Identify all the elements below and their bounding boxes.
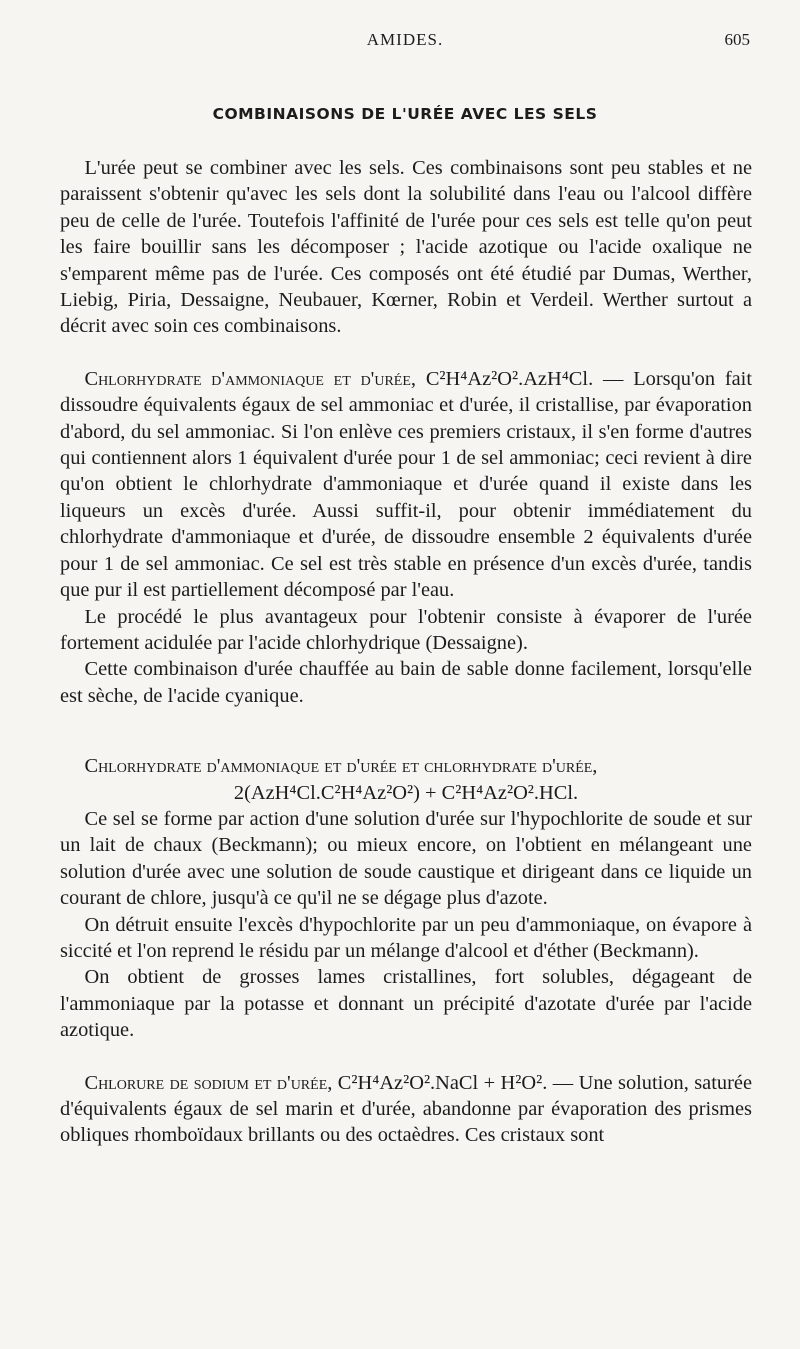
compound-title: Chlorhydrate d'ammoniaque et d'urée et chlorhydrate d'urée,	[84, 755, 598, 778]
paragraph-intro: L'urée peut se combiner avec les sels. Ces combinaisons sont peu stables et ne paraissent s'obtenir qu'avec les sels dont la solubilité dans l'eau ou l'alcool diffère peu de celle de l'urée. Toutefois l'affinité de l'urée pour ces sels est telle qu'on peut les faire bouillir sans les décomposer ; l'acide azotique ou l'acide oxalique ne s'emparent même pas de l'urée. Ces composés ont été étudié par Dumas, Werther, Liebig, Piria, Dessaigne, Neubauer, Kœrner, Robin et Verdeil. Werther surtout a décrit avec soin ces combinaisons.	[60, 157, 752, 338]
paragraph-chlorhydrate	[60, 366, 752, 604]
spacer	[60, 340, 752, 366]
paragraph-double-text: Ce sel se forme par action d'une solution d'urée sur l'hypochlorite de soude et sur un lait de chaux (Beckmann); ou mieux encore, on l'obtient en mélangeant une solution d'urée avec une solution de soude caustique et dirigeant dans ce liquide un courant de chlore, jusqu'à ce qu'il ne se dégage plus d'azote.	[60, 807, 752, 910]
paragraph-obtient: On obtient de grosses lames cristallines, fort solubles, dégageant de l'ammoniaque par la potasse et donnant un précipité d'azotate d'urée par l'acide azotique.	[60, 966, 752, 1042]
compound-formula: 2(AzH⁴Cl.C²H⁴Az²O²) + C²H⁴Az²O².HCl.	[233, 781, 579, 804]
compound-title: Chlorure de sodium et d'urée,	[84, 1071, 333, 1094]
section-title: COMBINAISONS DE L'URÉE AVEC LES SELS	[212, 105, 598, 123]
compound-text: — Une solution, saturée d'équivalents égaux de sel marin et d'urée, abandonne par évaporation des prismes obliques rhomboïdaux brillants ou des octaèdres. Ces cristaux sont	[60, 1071, 752, 1147]
page-header	[60, 26, 750, 52]
page-number: 605	[724, 30, 750, 49]
paragraph-chlorure	[60, 1070, 752, 1149]
paragraph-double-title	[60, 753, 752, 779]
compound-text: — Lorsqu'on fait dissoudre équivalents égaux de sel ammoniac et d'urée, il cristallise, par évaporation d'abord, du sel ammoniac. Si l'on enlève ces premiers cristaux, il s'en forme d'autres qui contiennent alors 1 équivalent d'urée pour 1 de sel ammoniac; ceci revient à dire qu'on obtient le chlorhydrate d'ammoniaque et d'urée quand il existe dans les liqueurs un excès d'urée. Aussi suffit-il, pour obtenir immédiatement du chlorhydrate d'ammoniaque et d'urée, de dissoudre ensemble 2 équivalents d'urée pour 1 de sel ammoniac. Ce sel est très stable en présence d'un excès d'urée, tandis que pur il est partiellement décomposé par l'eau.	[60, 367, 752, 602]
body-text	[60, 155, 752, 1149]
paragraph-combinaison: Cette combinaison d'urée chauffée au bain de sable donne facilement, lorsqu'elle est sèche, de l'acide cyanique.	[60, 658, 752, 707]
compound-title: Chlorhydrate d'ammoniaque et d'urée,	[84, 367, 417, 390]
paragraph-detruit: On détruit ensuite l'excès d'hypochlorite par un peu d'ammoniaque, on évapore à siccité et l'on reprend le résidu par un mélange d'alcool et d'éther (Beckmann).	[60, 913, 752, 962]
spacer	[60, 709, 752, 753]
compound-formula: C²H⁴Az²O².NaCl + H²O².	[337, 1071, 548, 1094]
compound-formula: C²H⁴Az²O².AzH⁴Cl.	[425, 367, 594, 390]
spacer	[60, 1044, 752, 1070]
paragraph-procede: Le procédé le plus avantageux pour l'obtenir consiste à évaporer de l'urée fortement acidulée par l'acide chlorhydrique (Dessaigne).	[60, 605, 752, 654]
running-title: AMIDES.	[366, 30, 444, 49]
